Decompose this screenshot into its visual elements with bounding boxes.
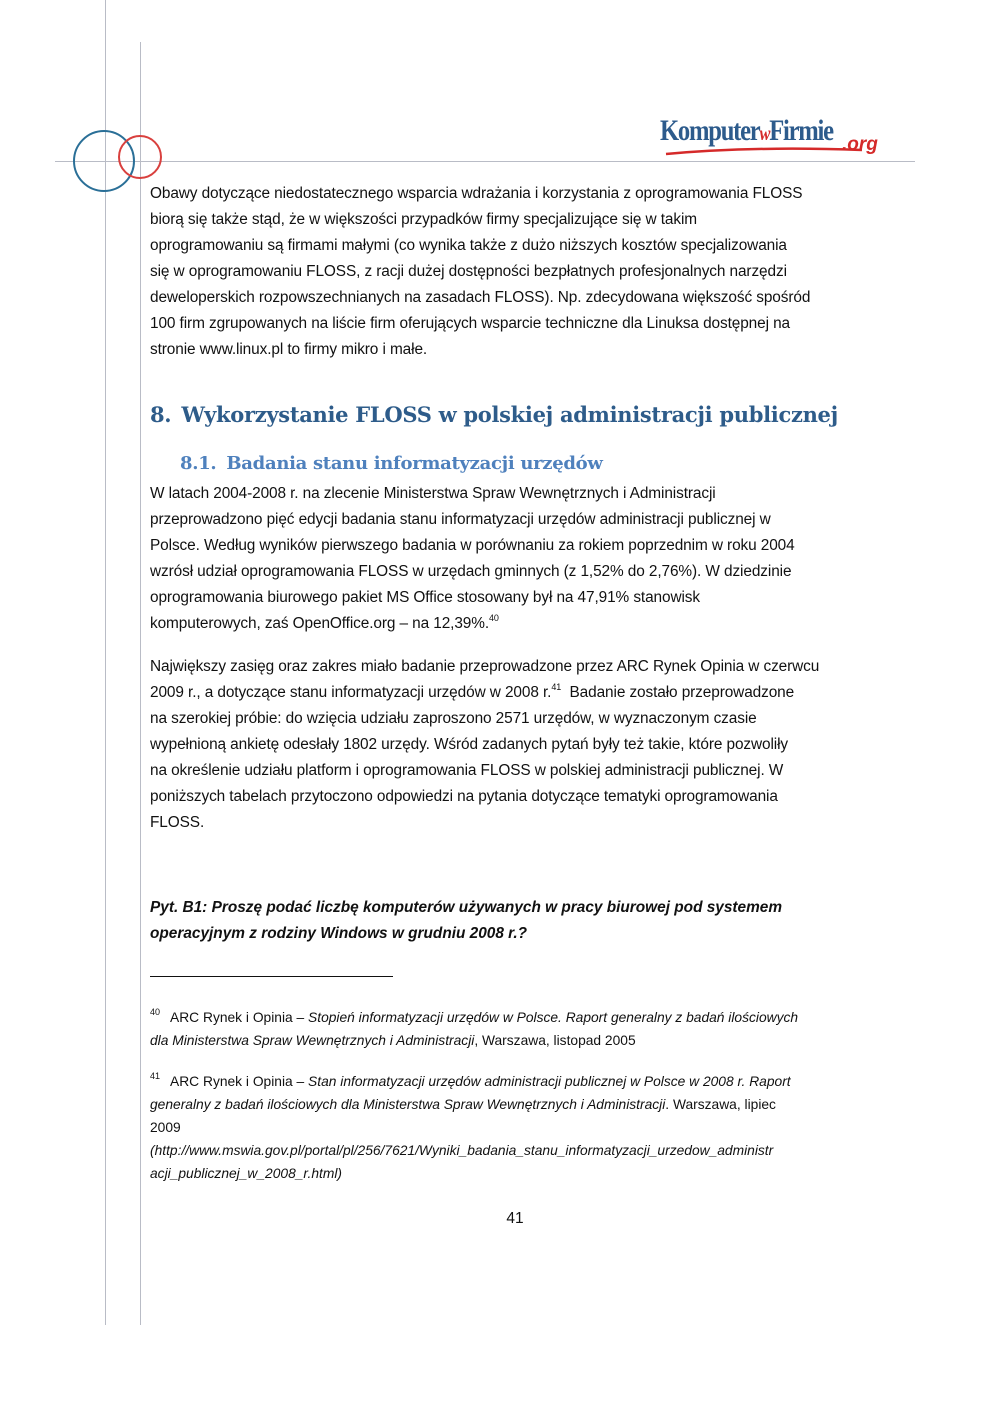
margin-rule-inner xyxy=(140,42,141,1325)
footnote-41: $^{41}$ ARC Rynek i Opinia – Stan informatyzacji urzędów administracji publicznej w Polsce w 2008 r. Raport generalny z badań ilościowych dla Ministerstwa Spraw Wewnętrznych i Administracji. Warszawa, lipiec 2009 (http://www.mswia.gov.pl/portal/pl/256/7621/Wyniki_badania_stanu_informatyzacji_urzedow_administr acji_publicznej_w_2008_r.html) xyxy=(150,1071,791,1181)
header-rule xyxy=(55,161,915,162)
footnote-url[interactable]: (http://www.mswia.gov.pl/portal/pl/256/7621/Wyniki_badania_stanu_informatyzacji_urzedow_administr xyxy=(150,1143,774,1158)
survey-question-b1: Pyt. B1: Proszę podać liczbę komputerów używanych w pracy biurowej pod systemem operacyjnym z rodziny Windows w grudniu 2008 r.? xyxy=(150,899,783,942)
paragraph-survey-history: W latach 2004-2008 r. na zlecenie Ministerstwa Spraw Wewnętrznych i Administracji przeprowadzono pięć edycji badania stanu informatyzacji urzędów administracji publicznej w Polsce. Według wyników pierwszego badania w porównaniu za rokiem poprzednim w roku 2004 wzrósł udział oprogramowania FLOSS w urzędach gminnych (z 1,52% do 2,76%). W dziedzinie oprogramowania biurowego pakiet MS Office stosowany był na 47,91% stanowisk komputerowych, zaś OpenOffice.org – na 12,39%.$^{40}$ xyxy=(150,485,795,632)
section-heading: 8. Wykorzystanie FLOSS w polskiej administracji publicznej xyxy=(150,402,838,427)
margin-rule-outer xyxy=(105,0,106,1325)
red-circle-decoration xyxy=(118,135,162,179)
logo-org-suffix: .org xyxy=(842,134,878,155)
page-number: 41 xyxy=(506,1210,524,1227)
logo-wordmark: KomputerwFirmie xyxy=(660,114,833,147)
komputerwfirmie-logo xyxy=(660,114,890,160)
subsection-heading: 8.1. Badania stanu informatyzacji urzędów xyxy=(180,453,603,474)
footnote-ref-40[interactable]: 40 xyxy=(489,613,499,623)
footnote-ref-41[interactable]: 41 xyxy=(551,682,562,692)
intro-paragraph: Obawy dotyczące niedostatecznego wsparcia wdrażania i korzystania z oprogramowania FLOSS biorą się także stąd, że w większości przypadków firmy specjalizujące się w takim oprogramowaniu są firmami małymi (co wynika także z dużo niższych kosztów specjalizowania się w oprogramowaniu FLOSS, z racji dużej dostępności bezpłatnych profesjonalnych narzędzi deweloperskich rozpowszechnianych na zasadach FLOSS). Np. zdecydowana większość spośród 100 firm zgrupowanych na liście firm oferujących wsparcie techniczne dla Linuksa dostępnej na stronie www.linux.pl to firmy mikro i małe. xyxy=(150,185,811,358)
paragraph-arc-survey: Największy zasięg oraz zakres miało badanie przeprowadzone przez ARC Rynek Opinia w czerwcu 2009 r., a dotyczące stanu informatyzacji urzędów w 2008 r.$^{41}$ Badanie zostało przeprowadzone na szerokiej próbie: do wzięcia udziału zaproszono 2571 urzędów, w wyznaczonym czasie wypełnioną ankietę odesłały 1802 urzędy. Wśród zadanych pytań były też takie, które pozwoliły na określenie udziału platform i oprogramowania FLOSS w polskiej administracji publicznej. W poniższych tabelach przytoczono odpowiedzi na pytania dotyczące tematyki oprogramowania FLOSS. xyxy=(150,658,820,831)
footnote-url-continued[interactable]: acji_publicznej_w_2008_r.html) xyxy=(150,1166,342,1181)
logo-swoosh-icon xyxy=(664,144,864,156)
footnote-40: $^{40}$ ARC Rynek i Opinia – Stopień informatyzacji urzędów w Polsce. Raport generalny z badań ilościowych dla Ministerstwa Spraw Wewnętrznych i Administracji, Warszawa, listopad 2005 xyxy=(150,1007,799,1048)
footnote-separator xyxy=(150,976,393,977)
